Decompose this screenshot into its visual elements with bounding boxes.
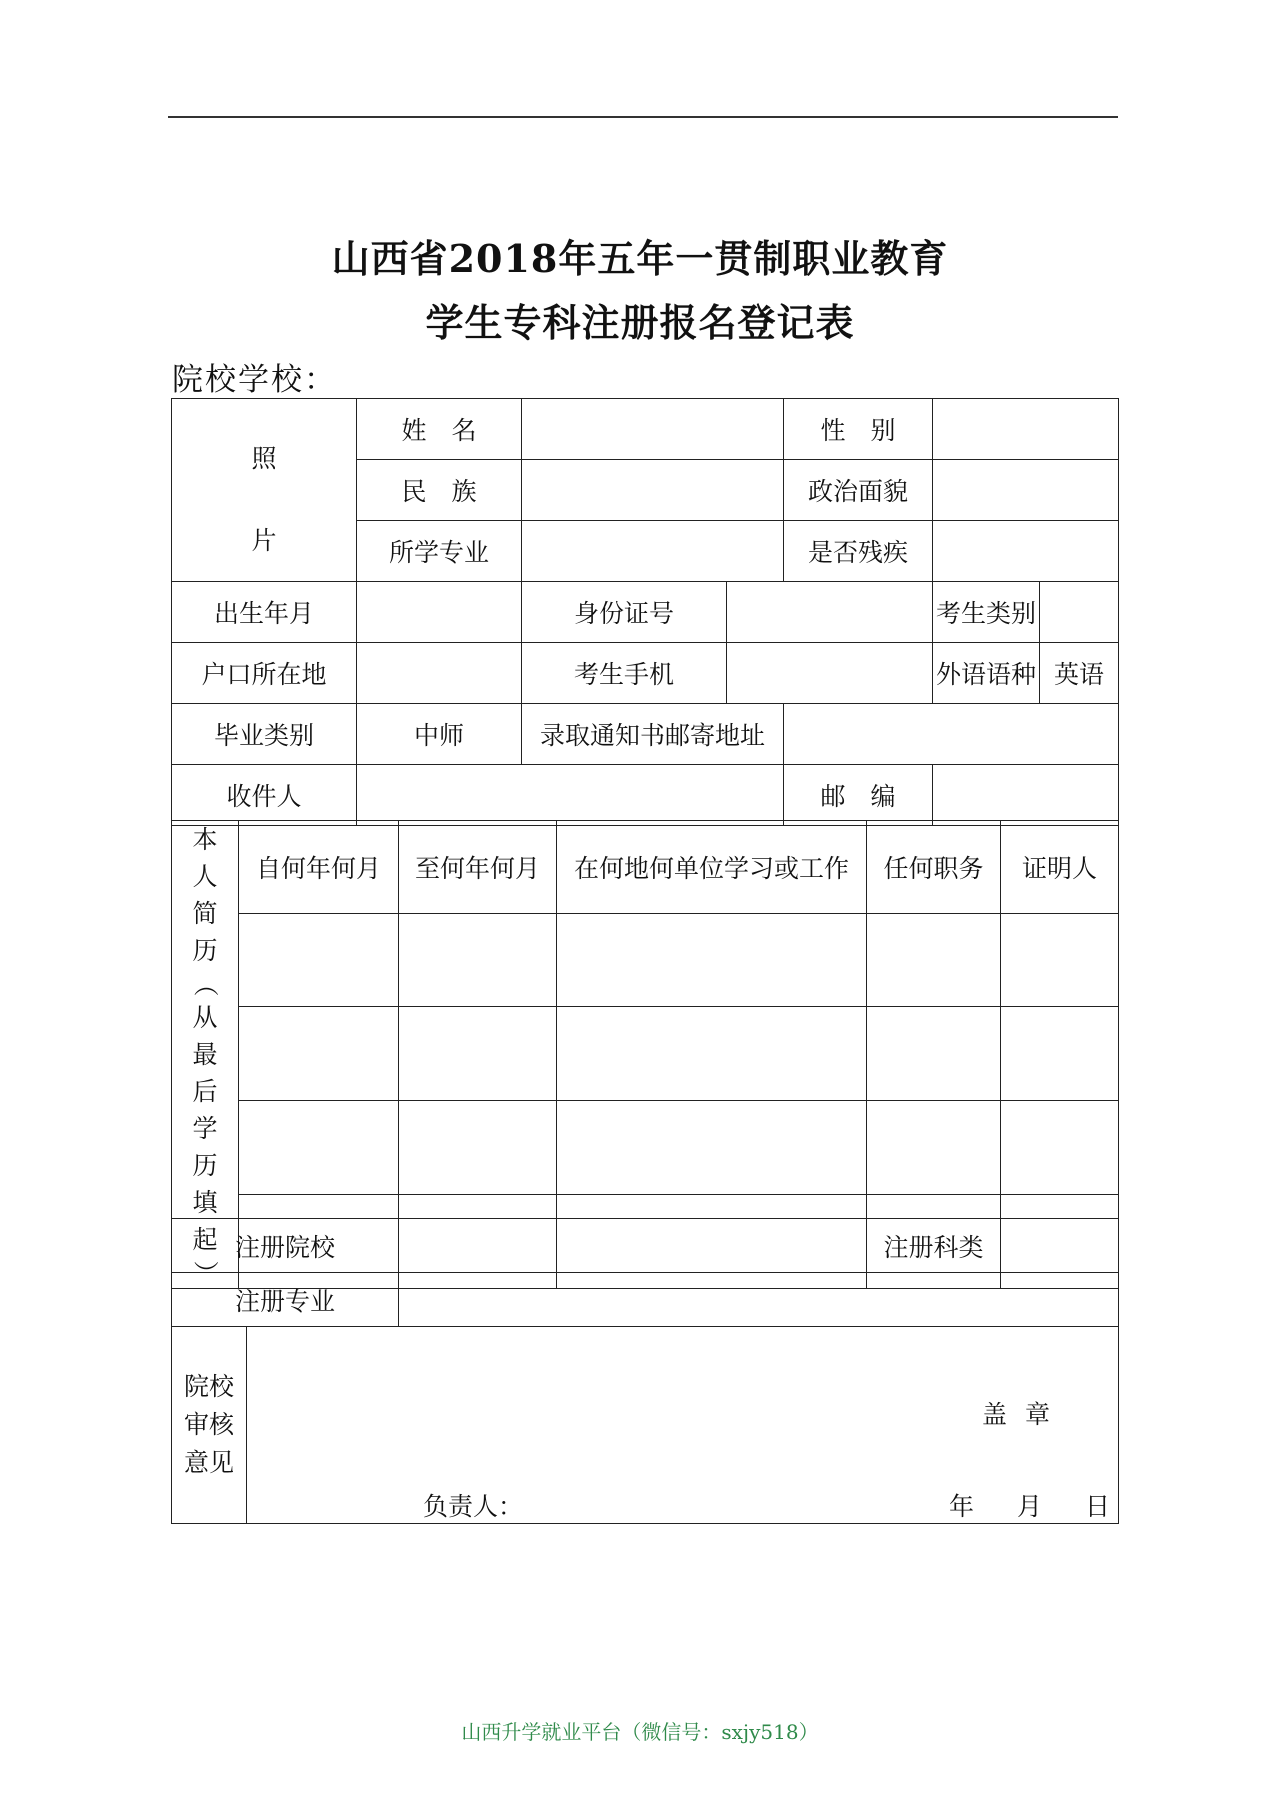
postcode-field[interactable] — [933, 765, 1119, 826]
resume-side-char: 起 — [192, 1225, 218, 1254]
responsible-label: 负责人： — [423, 1492, 524, 1521]
reg-major-field[interactable] — [399, 1273, 1119, 1327]
resume-cell[interactable] — [867, 913, 1001, 1007]
resume-cell[interactable] — [399, 913, 557, 1007]
resume-cell[interactable] — [1001, 1101, 1119, 1195]
resume-cell[interactable] — [1001, 1007, 1119, 1101]
resume-header-witness: 证明人 — [1001, 821, 1119, 914]
resume-side-char: 简 — [192, 899, 218, 928]
gender-field[interactable] — [933, 399, 1119, 460]
mail-address-field[interactable] — [784, 704, 1119, 765]
date-day: 日 — [1085, 1492, 1111, 1521]
photo-label-char2: 片 — [251, 526, 277, 555]
language-value[interactable]: 英语 — [1040, 643, 1119, 704]
header-rule — [168, 116, 1118, 118]
resume-side-char: 学 — [192, 1114, 218, 1143]
language-label: 外语语种 — [933, 643, 1040, 704]
resume-side-char: （ — [191, 971, 220, 997]
review-side-text: 审核 — [183, 1410, 234, 1439]
date-year: 年 — [949, 1492, 975, 1521]
recipient-label: 收件人 — [172, 765, 357, 826]
resume-side-char: 最 — [192, 1040, 218, 1069]
resume-cell[interactable] — [239, 913, 399, 1007]
resume-cell[interactable] — [557, 913, 867, 1007]
birth-field[interactable] — [357, 582, 522, 643]
recipient-field[interactable] — [357, 765, 784, 826]
disabled-field[interactable] — [933, 521, 1119, 582]
registration-table — [171, 1218, 1119, 1524]
review-side-text: 意见 — [183, 1448, 234, 1477]
resume-cell[interactable] — [867, 1101, 1001, 1195]
resume-header-position: 任何职务 — [867, 821, 1001, 914]
resume-header-place: 在何地何单位学习或工作 — [557, 821, 867, 914]
reg-category-label: 注册科类 — [867, 1219, 1001, 1273]
exam-type-label: 考生类别 — [933, 582, 1040, 643]
name-label: 姓 名 — [357, 399, 522, 460]
grad-type-value[interactable]: 中师 — [357, 704, 522, 765]
exam-type-field[interactable] — [1040, 582, 1119, 643]
resume-cell[interactable] — [399, 1007, 557, 1101]
name-field[interactable] — [522, 399, 784, 460]
reg-category-field[interactable] — [1001, 1219, 1119, 1273]
resume-row — [172, 1101, 1119, 1195]
date-month: 月 — [1017, 1492, 1043, 1521]
postcode-label: 邮 编 — [784, 765, 933, 826]
photo-label-char1: 照 — [251, 444, 277, 473]
mail-address-label: 录取通知书邮寄地址 — [522, 704, 784, 765]
resume-side-char: ） — [191, 1260, 220, 1286]
resume-cell[interactable] — [557, 1101, 867, 1195]
resume-side-char: 历 — [192, 1151, 218, 1180]
resume-cell[interactable] — [399, 1101, 557, 1195]
id-number-label: 身份证号 — [522, 582, 727, 643]
birth-label: 出生年月 — [172, 582, 357, 643]
political-label: 政治面貌 — [784, 460, 933, 521]
grad-type-label: 毕业类别 — [172, 704, 357, 765]
resume-cell[interactable] — [557, 1007, 867, 1101]
resume-side-char: 本 — [192, 825, 218, 854]
resume-row — [172, 913, 1119, 1007]
resume-cell[interactable] — [867, 1007, 1001, 1101]
reg-school-field[interactable] — [399, 1219, 867, 1273]
seal-label: 盖章 — [982, 1400, 1069, 1429]
resume-header-to: 至何年何月 — [399, 821, 557, 914]
resume-row — [172, 1007, 1119, 1101]
phone-field[interactable] — [727, 643, 933, 704]
basic-info-table — [171, 398, 1119, 826]
hukou-label: 户口所在地 — [172, 643, 357, 704]
review-opinion-box[interactable] — [247, 1327, 1119, 1524]
id-number-field[interactable] — [727, 582, 933, 643]
reg-major-label: 注册专业 — [172, 1273, 399, 1327]
resume-header-from: 自何年何月 — [239, 821, 399, 914]
gender-label: 性 别 — [784, 399, 933, 460]
date-line — [949, 1487, 1110, 1523]
resume-cell[interactable] — [239, 1007, 399, 1101]
form-title-line2: 学生专科注册报名登记表 — [425, 300, 855, 345]
disabled-label: 是否残疾 — [784, 521, 933, 582]
school-label: 院校学校： — [172, 362, 337, 398]
reg-school-label: 注册院校 — [172, 1219, 399, 1273]
phone-label: 考生手机 — [522, 643, 727, 704]
resume-cell[interactable] — [1001, 913, 1119, 1007]
ethnicity-label: 民 族 — [357, 460, 522, 521]
resume-cell[interactable] — [239, 1101, 399, 1195]
resume-side-char: 后 — [192, 1077, 218, 1106]
form-title-line1: 山西省2018年五年一贯制职业教育 — [331, 236, 949, 281]
hukou-field[interactable] — [357, 643, 522, 704]
resume-side-char: 人 — [192, 862, 218, 891]
major-label: 所学专业 — [357, 521, 522, 582]
review-side-label — [172, 1327, 247, 1524]
resume-side-char: 填 — [192, 1188, 218, 1217]
major-field[interactable] — [522, 521, 784, 582]
resume-side-char: 历 — [192, 936, 218, 965]
ethnicity-field[interactable] — [522, 460, 784, 521]
political-field[interactable] — [933, 460, 1119, 521]
footer-watermark: 山西升学就业平台（微信号：sxjy518） — [461, 1720, 819, 1744]
photo-box[interactable] — [172, 399, 357, 582]
review-side-text: 院校 — [183, 1372, 234, 1401]
resume-side-char: 从 — [192, 1003, 218, 1032]
